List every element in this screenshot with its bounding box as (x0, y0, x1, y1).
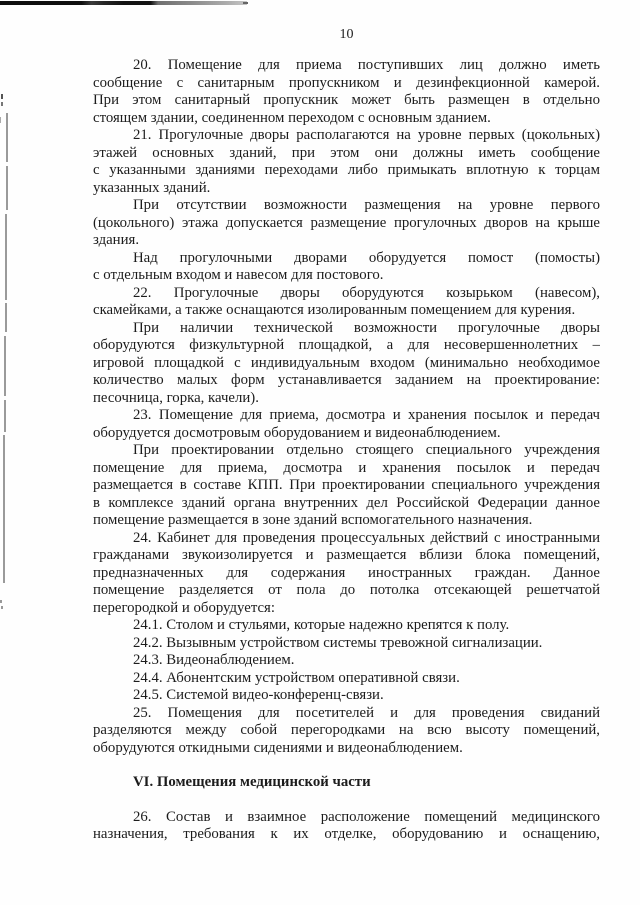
paragraph-line: в комплексе зданий органа внутренних дел Российской Федерации данное (93, 494, 600, 511)
scan-speck (1, 102, 3, 106)
paragraph-line: разделяются между собой перегородками на всю высоту помещений, (93, 722, 600, 738)
paragraph-line: помещение размещается в зоне зданий вспомогательного назначения. (93, 512, 533, 528)
paragraph-line: размещается в составе КПП. При проектировании специального учреждения (93, 477, 600, 493)
paragraph-line: 24.2. Вызывным устройством системы тревожной сигнализации. (133, 634, 543, 651)
paragraph-line: этажей основных зданий, при этом они должны иметь сообщение (93, 144, 600, 161)
paragraph-line: количество малых форм устанавливается заданием на проектирование: (93, 372, 600, 388)
paragraph-line: оборудуется досмотровым оборудованием и видеонаблюдением. (93, 424, 501, 441)
scan-artifact-left-line (5, 303, 7, 332)
scan-artifact-left-line (4, 336, 6, 396)
paragraph-line: 24.3. Видеонаблюдением. (133, 652, 295, 668)
paragraph-line: 22. Прогулочные дворы оборудуются козырьком (навесом), (133, 284, 600, 301)
scan-speck (1, 94, 3, 99)
paragraph-line: 25. Помещения для посетителей и для проведения свиданий (133, 704, 600, 721)
paragraph-line: оборудуются откидными сидениями и видеонаблюдением. (93, 739, 463, 756)
paragraph-line: сообщение с санитарным пропускником и дезинфекционной камерой. (93, 74, 600, 91)
paragraph-line: помещение для приема, досмотра и хранения посылок и передач (93, 459, 600, 476)
paragraph-line: 24.4. Абонентским устройством оперативной связи. (133, 669, 460, 686)
page-content (93, 26, 600, 844)
paragraph-line: указанных зданий. (93, 179, 211, 196)
paragraph-line: с отдельным входом и навесом для постового. (93, 267, 384, 283)
paragraph-line: игровой площадкой с индивидуальным входом (минимально необходимое (93, 354, 600, 371)
scan-artifact-left-line (6, 166, 8, 210)
scan-artifact-left-line (6, 113, 8, 162)
paragraph-line: (цокольного) этажа допускается размещение прогулочных дворов на крыше (93, 214, 600, 231)
paragraph-line: Над прогулочными дворами оборудуется помост (помосты) (133, 249, 600, 266)
paragraph-line: 20. Помещение для приема поступивших лиц должно иметь (133, 57, 600, 73)
paragraph-line: 24.5. Системой видео-конференц-связи. (133, 687, 384, 703)
paragraph-line: гражданами звукоизолируется и размещается вблизи блока помещений, (93, 547, 600, 563)
scan-artifact-left-line (5, 214, 7, 300)
paragraph-line: назначения, требования к их отделке, оборудованию и оснащению, (93, 826, 600, 842)
paragraph-line: 24.1. Столом и стульями, которые надежно крепятся к полу. (133, 617, 510, 633)
paragraph-line: При проектировании отдельно стоящего специального учреждения (133, 442, 600, 458)
paragraph-line: скамейками, а также оснащаются изолированным помещением для курения. (93, 302, 576, 318)
paragraph-line: 23. Помещение для приема, досмотра и хранения посылок и передач (133, 407, 600, 423)
scan-speck (1, 606, 3, 609)
scan-speck (243, 2, 248, 4)
page-number: 10 (339, 27, 354, 42)
paragraph-line: 26. Состав и взаимное расположение помещений медицинского (133, 808, 600, 825)
paragraph-line: При этом санитарный пропускник может быть размещен в отдельно (93, 92, 600, 108)
paragraph-line: песочница, горка, качели). (93, 389, 259, 406)
scan-artifact-top-bar (0, 1, 247, 5)
paragraph-line: помещение разделяется от пола до потолка отсекающей решетчатой (93, 582, 600, 598)
paragraph-line: При наличии технической возможности прогулочные дворы (133, 319, 600, 336)
scan-speck (0, 600, 2, 603)
scan-artifact-left-line (4, 400, 6, 432)
paragraph-line: здания. (93, 232, 140, 248)
paragraph-line: перегородкой и оборудуется: (93, 599, 275, 616)
paragraph-line: При отсутствии возможности размещения на уровне первого (133, 197, 600, 213)
section-heading: VI. Помещения медицинской части (133, 774, 371, 790)
paragraph-line: оборудуются физкультурной площадкой, а для несовершеннолетних – (93, 337, 600, 353)
text-block (93, 57, 600, 844)
paragraph-line: 21. Прогулочные дворы располагаются на уровне первых (цокольных) (133, 127, 600, 143)
paragraph-line: предназначенных для содержания иностранных граждан. Данное (93, 564, 600, 581)
scan-artifact-left-line (3, 435, 5, 583)
scan-speck (0, 117, 1, 123)
paragraph-line: 24. Кабинет для проведения процессуальных действий с иностранными (133, 529, 600, 546)
paragraph-line: с указанными зданиями переходами либо примыкать вплотную к торцам (93, 162, 600, 178)
paragraph-line: стоящем здании, соединенном переходом с основным зданием. (93, 109, 491, 126)
